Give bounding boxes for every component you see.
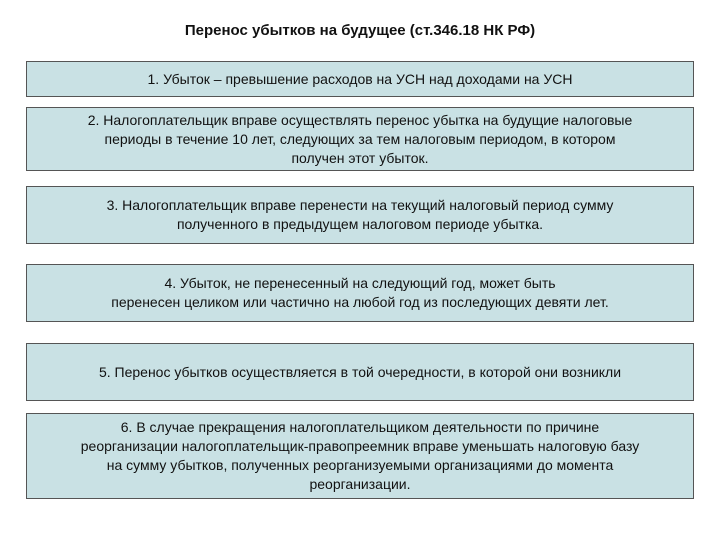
rule-line: получен этот убыток.	[291, 149, 429, 166]
rule-line: 5. Перенос убытков осуществляется в той очередности, в которой они возникли	[98, 363, 622, 380]
rule-box-2	[26, 107, 694, 171]
rule-line: реорганизации.	[309, 476, 411, 492]
rule-box-6	[26, 413, 694, 499]
page-title: Перенос убытков на будущее (ст.346.18 НК РФ)	[184, 22, 536, 39]
rule-box-4	[26, 264, 694, 322]
rule-line: 2. Налогоплательщик вправе осуществлять перенос убытка на будущие налоговые	[87, 111, 633, 128]
rule-box-5	[26, 343, 694, 401]
rule-line: на сумму убытков, полученных реорганизуемыми организациями до момента	[106, 457, 614, 473]
rule-line: перенесен целиком или частично на любой год из последующих девяти лет.	[111, 294, 609, 310]
rule-line: 3. Налогоплательщик вправе перенести на текущий налоговый период сумму	[106, 197, 614, 213]
rule-line: периоды в течение 10 лет, следующих за тем налоговым периодом, в котором	[104, 130, 616, 147]
rule-line: реорганизации налогоплательщик-правопреемник вправе уменьшать налоговую базу	[80, 438, 640, 454]
rule-line: полученного в предыдущем налоговом периоде убытка.	[176, 216, 544, 232]
rule-box-1	[26, 61, 694, 97]
rule-line: 4. Убыток, не перенесенный на следующий год, может быть	[164, 275, 556, 291]
rule-line: 1. Убыток – превышение расходов на УСН над доходами на УСН	[147, 70, 573, 87]
rule-box-3	[26, 186, 694, 244]
rule-line: 6. В случае прекращения налогоплательщиком деятельности по причине	[120, 419, 600, 435]
